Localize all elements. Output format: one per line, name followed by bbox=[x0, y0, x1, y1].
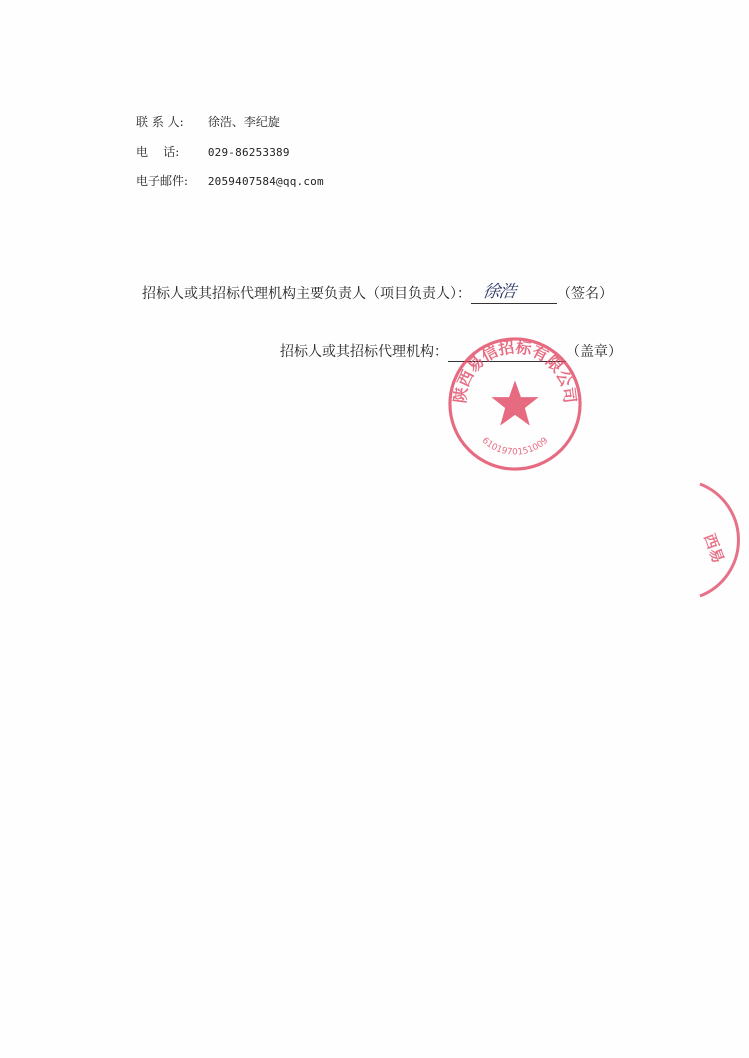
handwritten-signature: 徐浩 bbox=[481, 282, 517, 302]
contact-person-label: 联 系 人: bbox=[136, 115, 184, 129]
contact-person-row bbox=[136, 114, 280, 130]
signature-line-prefix: 招标人或其招标代理机构主要负责人（项目负责人）： bbox=[142, 286, 471, 302]
contact-email-label: 电子邮件: bbox=[136, 174, 189, 188]
contact-phone-label: 电 话: bbox=[136, 145, 180, 159]
signature-line bbox=[142, 284, 613, 304]
contact-person-value: 徐浩、李纪旋 bbox=[207, 115, 280, 129]
stamp-arc-text: 陕西易信招标有限公司 bbox=[450, 337, 580, 405]
company-seal-stamp bbox=[446, 335, 584, 473]
partial-seal-stamp bbox=[660, 478, 749, 602]
signature-blank bbox=[471, 282, 557, 304]
signature-line-suffix: （签名） bbox=[557, 286, 613, 302]
stamp-code-text: 6101970151009 bbox=[479, 435, 551, 458]
seal-line-prefix: 招标人或其招标代理机构： bbox=[280, 344, 448, 360]
contact-email-value: 2059407584@qq.com bbox=[207, 175, 324, 188]
star-icon bbox=[491, 380, 538, 425]
partial-stamp-text: 西易 bbox=[700, 531, 728, 566]
seal-line-suffix: （盖章） bbox=[566, 344, 622, 360]
contact-phone-value: 029-86253389 bbox=[207, 146, 290, 159]
contact-email-row bbox=[136, 173, 324, 190]
contact-phone-row bbox=[136, 144, 290, 161]
